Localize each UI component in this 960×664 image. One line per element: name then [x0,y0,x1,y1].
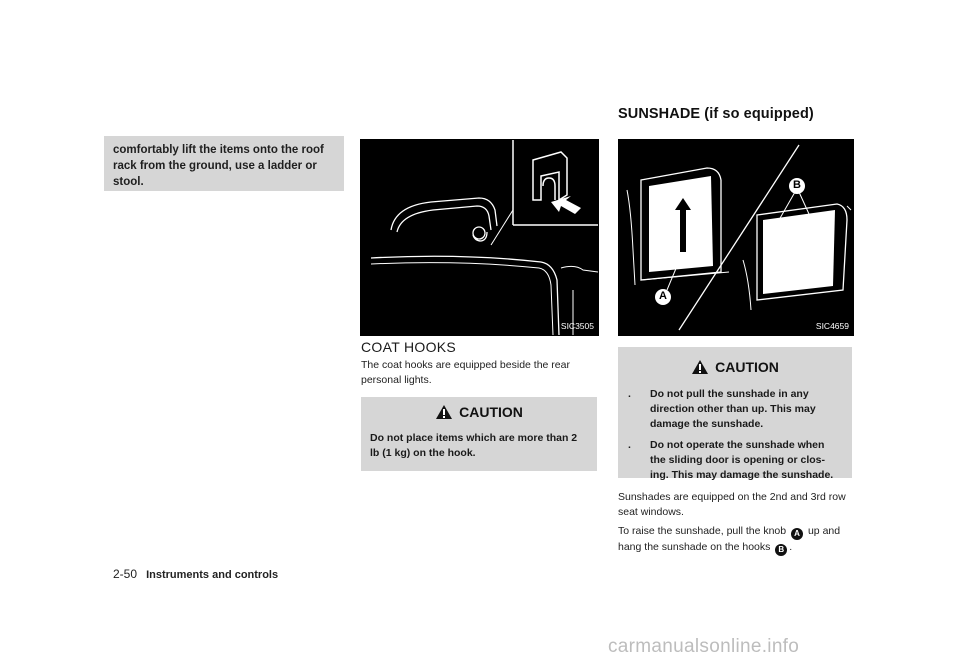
coat-hooks-body: The coat hooks are equipped beside the rear personal lights. [361,359,570,386]
sunshade-body-2-start: To raise the sunshade, pull the knob [618,525,787,537]
sunshade-caution-title: CAUTION [715,359,779,375]
sunshade-caution-box [618,347,852,481]
figure-label-a: A [659,290,667,302]
sunshade-caution-list [628,387,842,483]
knob-label-a: A [791,528,803,540]
coat-hooks-caution-title: CAUTION [459,404,523,420]
caution-bullet [628,438,842,483]
watermark: carmanualsonline.info [608,636,800,657]
sunshade-caution-header [618,359,852,375]
caution-bullet [628,387,842,432]
page-footer [113,567,278,581]
page-number: 2-50 [113,567,138,581]
figure-code-coat-hooks: SIC3505 [560,321,594,331]
bullet-mark: . [628,439,631,451]
bullet-mark: . [628,388,631,400]
coat-hooks-heading: COAT HOOKS [361,339,457,355]
section-heading-sunshade: SUNSHADE (if so equipped) [618,106,814,122]
coat-hooks-caution-text: Do not place items which are more than 2 lb (1 kg) on the hook. [370,432,578,459]
sunshade-illustration [619,140,853,335]
coat-hooks-caution-box [361,397,597,471]
warning-icon [435,404,453,420]
footer-section-title: Instruments and controls [146,569,279,581]
sunshade-body-2-end: . [789,541,793,553]
coat-hook-figure [360,139,599,336]
hooks-label-b: B [775,544,787,556]
figure-code-sunshade: SIC4659 [815,321,849,331]
sunshade-body-1: Sunshades are equipped on the 2nd and 3rd row seat windows. [618,491,846,518]
continued-text: comfortably lift the items onto the roof rack from the ground, use a ladder or stool. [113,144,324,188]
coat-hooks-caution-header [361,404,597,420]
figure-label-b: B [793,179,801,191]
sunshade-body-2 [618,524,852,556]
caution-bullet-text: Do not pull the sunshade in any direction other than up. This may damage the sunshade. [650,388,816,430]
sunshade-body-2-middle: up and hang the sunshade on the hooks [618,525,841,553]
coat-hook-illustration [361,140,598,335]
caution-bullet-text: Do not operate the sunshade when the sliding door is opening or clos-ing. This may damage the sunshade. [650,439,834,481]
warning-icon [691,359,709,375]
sunshade-figure [618,139,854,336]
